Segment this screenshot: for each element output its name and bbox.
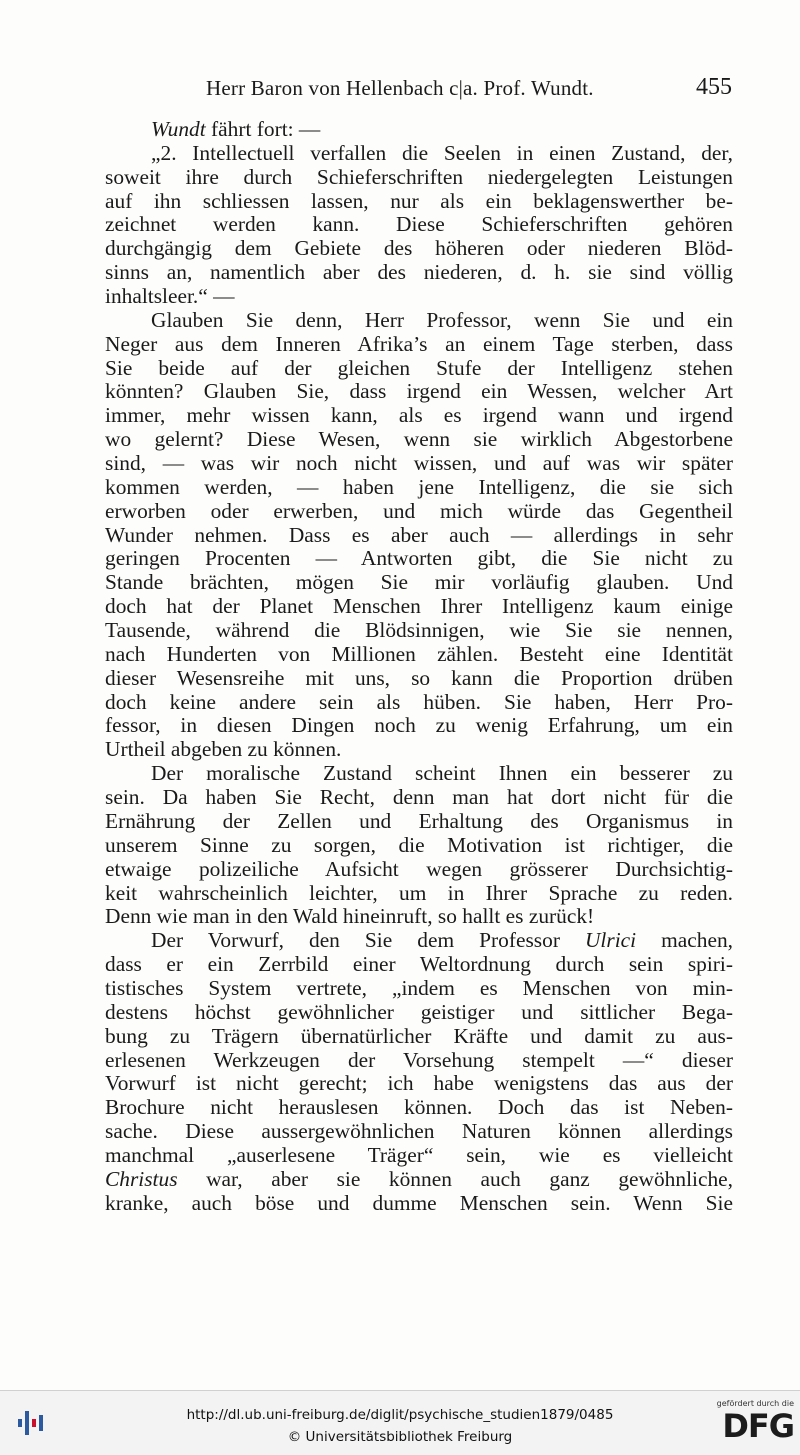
document-url[interactable]: http://dl.ub.uni-freiburg.de/diglit/psychische_studien1879/0485 xyxy=(186,1407,614,1423)
italic-name: Ulrici xyxy=(584,928,637,953)
text-line: doch hat der Planet Menschen Ihrer Intelligenz kaum einige xyxy=(105,594,733,619)
running-head xyxy=(106,74,734,106)
text-line: manchmal „auserlesene Träger“ sein, wie es vielleicht xyxy=(105,1142,733,1167)
footer-bar xyxy=(0,1390,800,1455)
text-line: sein. Da haben Sie Recht, denn man hat dort nicht für die xyxy=(105,785,733,810)
text-line: erworben oder erwerben, und mich würde das Gegentheil xyxy=(105,498,733,523)
text-line: unserem Sinne zu sorgen, die Motivation ist richtiger, die xyxy=(105,832,733,857)
text-line: doch keine andere sein als hüben. Sie haben, Herr Pro- xyxy=(105,689,733,714)
text-line: Wunder nehmen. Dass es aber auch — allerdings in sehr xyxy=(105,522,733,547)
text-line: immer, mehr wissen kann, als es irgend wann und irgend xyxy=(105,403,733,428)
text-line: destens höchst gewöhnlicher geistiger und sittlicher Bega- xyxy=(105,999,733,1024)
text-line: Vorwurf ist nicht gerecht; ich habe wenigstens das aus der xyxy=(105,1071,733,1096)
text-line: erlesenen Werkzeugen der Vorsehung stempelt —“ dieser xyxy=(105,1047,733,1072)
text-line: dieser Wesensreihe mit uns, so kann die Proportion drüben xyxy=(105,665,733,690)
text-line: Denn wie man in den Wald hineinruft, so hallt es zurück! xyxy=(105,904,595,929)
text-line: etwaige polizeiliche Aufsicht wegen grösserer Durchsichtig- xyxy=(105,856,733,881)
text-line xyxy=(105,118,733,142)
text-line: fessor, in diesen Dingen noch zu wenig Erfahrung, um ein xyxy=(105,713,733,738)
text-line: dass er ein Zerrbild einer Weltordnung durch sein spiri- xyxy=(105,952,733,977)
text-line: kommen werden, — haben jene Intelligenz, die sie sich xyxy=(105,474,733,499)
body-text xyxy=(105,118,733,1216)
text-line: Tausende, während die Blödsinnigen, wie Sie sie nennen, xyxy=(105,618,733,643)
text-line xyxy=(105,929,733,953)
text-line: Brochure nicht herauslesen können. Doch das ist Neben- xyxy=(105,1095,733,1120)
copyright-notice: © Universitätsbibliothek Freiburg xyxy=(287,1429,513,1445)
italic-name: Wundt xyxy=(151,117,206,141)
text-line: Glauben Sie denn, Herr Professor, wenn Sie und ein xyxy=(151,307,733,332)
text-line: sinns an, namentlich aber des niederen, d. h. sie sind völlig xyxy=(105,260,733,285)
running-title: Herr Baron von Hellenbach c|a. Prof. Wundt. xyxy=(206,76,594,100)
text-segment: Der Vorwurf, den Sie dem Professor xyxy=(151,928,585,953)
text-line: kranke, auch böse und dumme Menschen sein. Wenn Sie xyxy=(105,1190,733,1215)
text-line: Ernährung der Zellen und Erhaltung des Organismus in xyxy=(105,808,733,833)
funding-note: gefördert durch die xyxy=(716,1399,794,1408)
text-segment: machen, xyxy=(636,928,733,953)
text-line: bung zu Trägern übernatürlicher Kräfte und damit zu aus- xyxy=(105,1023,733,1048)
text-line: inhaltsleer.“ — xyxy=(105,284,235,309)
dfg-logo-icon: DFG xyxy=(722,1407,794,1445)
text-line: wo gelernt? Diese Wesen, wenn sie wirklich Abgestorbene xyxy=(105,427,733,452)
text-segment: war, aber sie können auch ganz gewöhnliche, xyxy=(177,1166,733,1191)
italic-name: Christus xyxy=(105,1166,178,1191)
text-line: zeichnet werden kann. Diese Schieferschriften gehören xyxy=(105,212,733,237)
text-line: sache. Diese aussergewöhnlichen Naturen können allerdings xyxy=(105,1119,733,1144)
text-line: nach Hunderten von Millionen zählen. Besteht eine Identität xyxy=(105,641,733,666)
text-line: Urtheil abgeben zu können. xyxy=(105,737,342,762)
text-line: Stande brächten, mögen Sie mir vorläufig glauben. Und xyxy=(105,570,733,595)
text-line: „2. Intellectuell verfallen die Seelen in einen Zustand, der, xyxy=(151,140,733,165)
text-line: auf ihn schliessen lassen, nur als ein beklagenswerther be- xyxy=(105,188,733,213)
text-line xyxy=(105,1168,733,1192)
text-line: durchgängig dem Gebiete des höheren oder niederen Blöd- xyxy=(105,236,733,261)
text-line: keit wahrscheinlich leichter, um in Ihrer Sprache zu reden. xyxy=(105,880,733,905)
text-line: geringen Procenten — Antworten gibt, die Sie nicht zu xyxy=(105,546,733,571)
text-line: sind, — was wir noch nicht wissen, und auf was wir später xyxy=(105,451,733,476)
text-line: Der moralische Zustand scheint Ihnen ein besserer zu xyxy=(151,761,733,786)
text-segment: fährt fort: — xyxy=(205,117,321,141)
text-line: tistisches System vertrete, „indem es Menschen von min- xyxy=(105,975,733,1000)
text-line: Sie beide auf der gleichen Stufe der Intelligenz stehen xyxy=(105,355,733,380)
funder-block xyxy=(704,1399,794,1449)
text-line: Neger aus dem Inneren Afrika’s an einem Tage sterben, dass xyxy=(105,331,733,356)
text-line: könnten? Glauben Sie, dass irgend ein Wessen, welcher Art xyxy=(105,379,733,404)
text-line: soweit ihre durch Schieferschriften niedergelegten Leistungen xyxy=(105,164,733,189)
page-number: 455 xyxy=(696,74,732,100)
